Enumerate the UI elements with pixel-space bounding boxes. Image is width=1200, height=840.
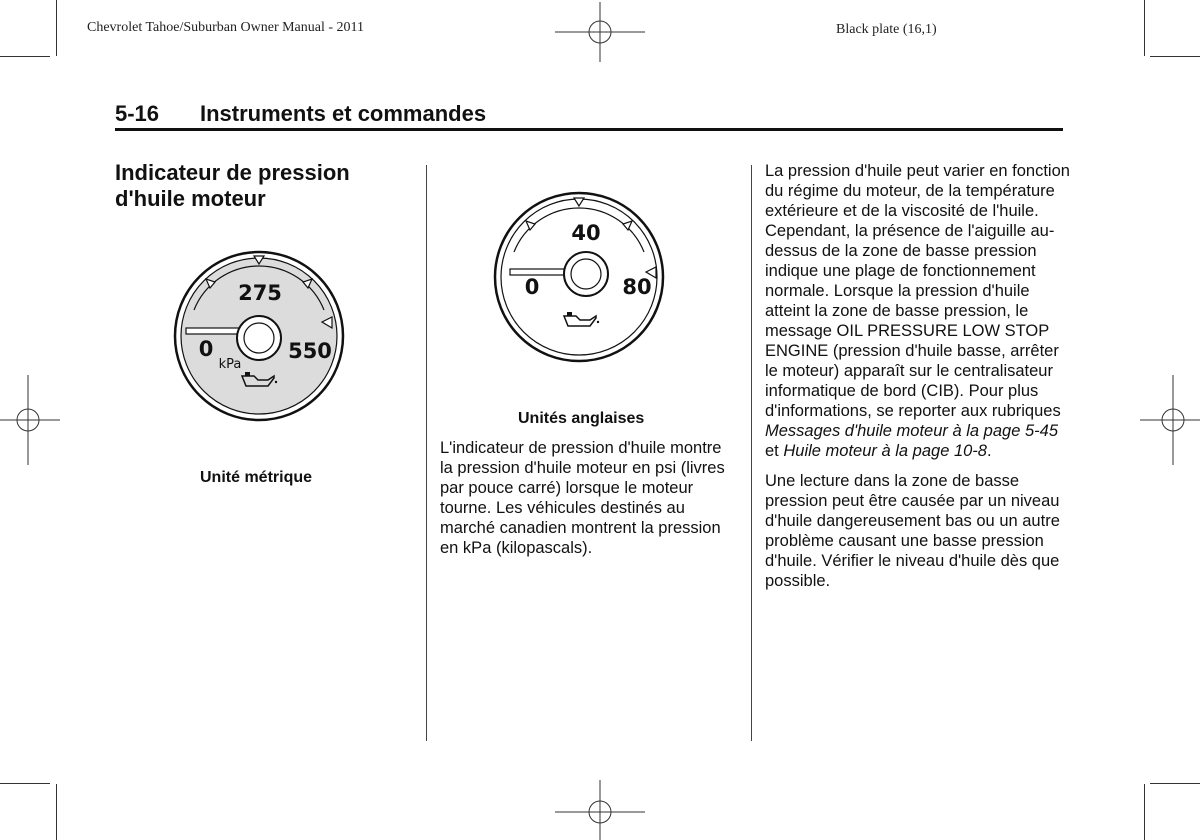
- gauge-description: [440, 438, 725, 568]
- crop-mark: [1144, 0, 1145, 56]
- column-divider: [751, 165, 752, 741]
- running-header-title: Chevrolet Tahoe/Suburban Owner Manual - 2011: [87, 20, 365, 35]
- crop-mark: [1144, 784, 1145, 840]
- crop-mark: [1150, 56, 1200, 57]
- registration-mark-right: [1140, 375, 1200, 465]
- cross-reference-link[interactable]: Messages d'huile moteur à la page 5-45: [765, 422, 1058, 440]
- metric-gauge-caption: Unité métrique: [200, 469, 313, 486]
- gauge-mid-label: 275: [238, 281, 282, 305]
- crop-mark: [56, 784, 57, 840]
- gauge-max-label: 80: [622, 275, 652, 299]
- english-oil-pressure-gauge: [492, 190, 666, 368]
- registration-mark-bottom: [555, 780, 645, 840]
- crop-mark: [0, 783, 50, 784]
- paragraph-text: et: [765, 442, 784, 460]
- plate-info: Black plate (16,1): [836, 22, 937, 37]
- gauge-mid-label: 40: [571, 221, 601, 245]
- gauge-description-paragraph: L'indicateur de pression d'huile montre la pression d'huile moteur en psi (livres par pouce carré) lorsque le moteur tourne. Les véhicules destinés au marché canadien montrent la pression en kPa (kilopascals).: [440, 439, 725, 557]
- gauge-unit-label: kPa: [218, 357, 242, 372]
- chapter-title: Instruments et commandes: [200, 101, 487, 126]
- header-rule: [115, 128, 1063, 131]
- metric-oil-pressure-gauge: [172, 248, 346, 428]
- crop-mark: [1150, 783, 1200, 784]
- oil-pressure-paragraph-1: [765, 161, 1070, 461]
- registration-mark-top: [555, 2, 645, 62]
- english-gauge-caption: Unités anglaises: [518, 410, 645, 427]
- crop-mark: [0, 56, 50, 57]
- column-divider: [426, 165, 427, 741]
- section-heading: Indicateur de pression d'huile moteur: [115, 160, 350, 211]
- crop-mark: [56, 0, 57, 56]
- cross-reference-link[interactable]: Huile moteur à la page 10-8: [783, 442, 987, 460]
- paragraph-text: La pression d'huile peut varier en fonction du régime du moteur, de la température extérieure et de la viscosité de l'huile. Cependant, la présence de l'aiguille au-dessus de la zone de basse pression indique une plage de fonctionnement normale. Lorsque la pression d'huile atteint la zone de basse pression, le message OIL PRESSURE LOW STOP ENGINE (pression d'huile basse, arrêter le moteur) apparaît sur le centralisateur informatique de bord (CIB). Pour plus d'informations, se reporter aux rubriques: [765, 162, 1070, 420]
- registration-mark-left: [0, 375, 60, 465]
- page-number: 5-16: [115, 101, 160, 126]
- gauge-max-label: 550: [288, 339, 332, 363]
- paragraph-text: .: [986, 442, 992, 460]
- gauge-min-label: 0: [524, 275, 540, 299]
- oil-pressure-info: [765, 161, 1070, 601]
- oil-pressure-paragraph-2: Une lecture dans la zone de basse pression peut être causée par un niveau d'huile dangereusement bas ou un autre problème causant une basse pression d'huile. Vérifier le niveau d'huile dès que possible.: [765, 472, 1060, 590]
- gauge-min-label: 0: [198, 337, 214, 361]
